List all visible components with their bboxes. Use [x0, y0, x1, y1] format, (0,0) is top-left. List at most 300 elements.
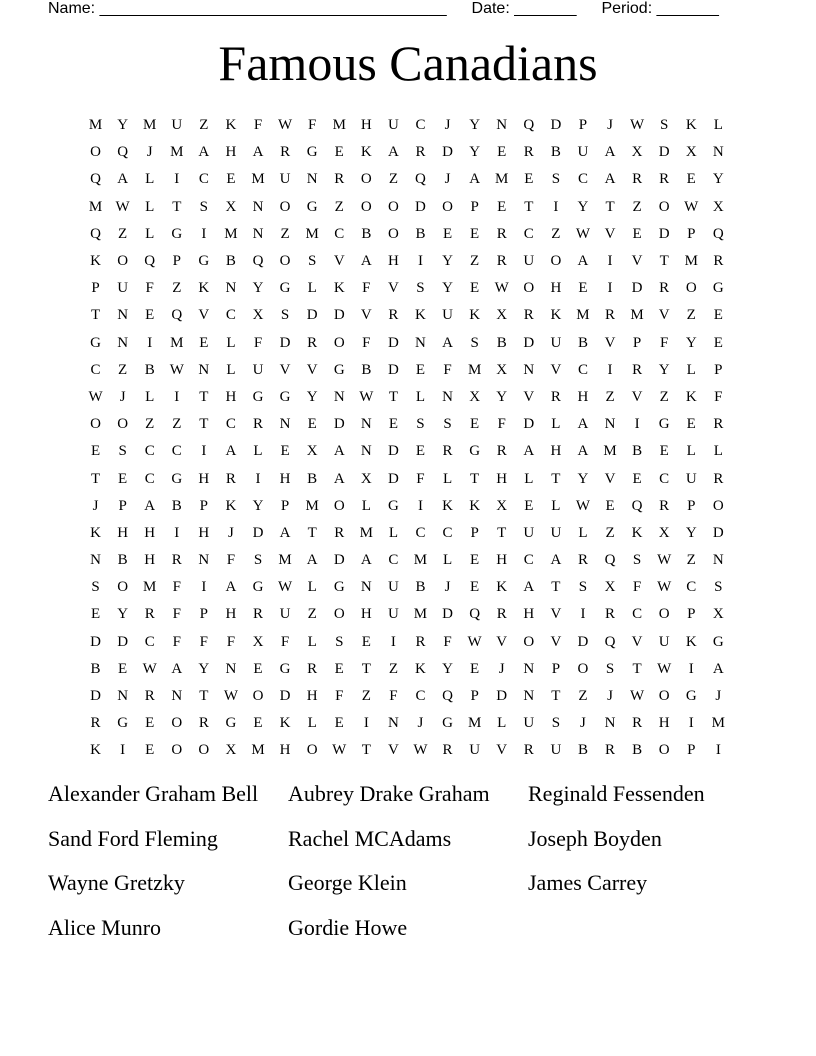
grid-letter: W [223, 688, 239, 705]
page-title: Famous Canadians [218, 35, 598, 91]
grid-letter: U [279, 606, 291, 623]
grid-letter: Q [469, 606, 481, 623]
grid-letter: C [90, 361, 101, 378]
grid-letter: R [605, 307, 616, 324]
grid-letter: Q [604, 633, 616, 650]
grid-letter: A [279, 524, 291, 541]
grid-letter: L [253, 443, 263, 460]
grid-letter: H [360, 606, 372, 623]
grid-letter: Z [172, 280, 182, 297]
grid-row [82, 275, 732, 302]
grid-letter: K [90, 253, 101, 270]
grid-letter: Y [577, 198, 589, 215]
grid-letter: R [659, 280, 670, 297]
grid-letter: O [523, 280, 535, 297]
grid-letter: B [550, 144, 561, 161]
grid-letter: E [686, 416, 696, 433]
grid-letter: O [658, 742, 670, 759]
grid-letter: N [333, 388, 345, 405]
grid-letter: X [658, 524, 670, 541]
grid-letter: S [253, 552, 263, 569]
grid-letter: G [171, 470, 183, 487]
grid-letter: X [469, 388, 481, 405]
grid-letter: D [415, 198, 426, 215]
grid-letter: R [334, 524, 345, 541]
grid-letter: J [92, 497, 99, 514]
grid-letter: A [523, 443, 535, 460]
grid-letter: X [252, 633, 264, 650]
grid-letter: O [279, 253, 291, 270]
grid-letter: R [334, 171, 345, 188]
grid-letter: E [226, 171, 236, 188]
grid-letter: A [387, 144, 399, 161]
grid-letter: N [712, 552, 724, 569]
grid-letter: R [713, 470, 724, 487]
grid-letter: L [388, 524, 398, 541]
grid-letter: P [470, 524, 479, 541]
grid-letter: G [333, 579, 345, 596]
grid-letter: R [659, 171, 670, 188]
grid-letter: A [360, 253, 372, 270]
grid-letter: R [632, 715, 643, 732]
grid-letter: Q [90, 225, 101, 242]
grid-letter: N [523, 688, 535, 705]
grid-row [82, 194, 732, 221]
grid-letter: G [279, 388, 291, 405]
grid-letter: E [632, 225, 642, 242]
grid-letter: N [360, 443, 372, 460]
grid-letter: Y [469, 117, 481, 134]
grid-letter: G [712, 280, 724, 297]
grid-letter: M [495, 171, 509, 188]
grid-letter: Y [198, 660, 210, 677]
grid-letter: N [198, 361, 210, 378]
grid-letter: E [713, 307, 723, 324]
grid-letter: C [144, 633, 155, 650]
grid-letter: O [279, 198, 291, 215]
grid-row [82, 629, 732, 656]
grid-row [82, 411, 732, 438]
grid-letter: D [387, 334, 399, 351]
grid-letter: N [387, 715, 399, 732]
grid-letter: O [577, 660, 589, 677]
grid-letter: N [415, 334, 426, 351]
grid-letter: I [120, 742, 126, 759]
grid-letter: E [470, 225, 480, 242]
grid-letter: U [550, 334, 562, 351]
grid-letter: W [413, 742, 428, 759]
grid-letter: B [577, 334, 588, 351]
grid-letter: I [201, 579, 207, 596]
grid-letter: M [576, 307, 590, 324]
grid-letter: I [417, 253, 423, 270]
grid-letter: J [444, 117, 451, 134]
grid-letter: G [712, 633, 724, 650]
grid-letter: R [577, 552, 588, 569]
grid-letter: A [577, 443, 589, 460]
grid-letter: F [307, 117, 317, 134]
grid-letter: T [199, 388, 209, 405]
grid-letter: O [360, 171, 372, 188]
grid-letter: I [201, 443, 207, 460]
grid-letter: H [279, 470, 291, 487]
grid-letter: C [415, 688, 426, 705]
grid-letter: R [605, 742, 616, 759]
grid-letter: U [117, 280, 129, 297]
grid-letter: W [657, 660, 672, 677]
grid-letter: R [550, 388, 561, 405]
grid-letter: N [442, 388, 453, 405]
grid-letter: N [604, 715, 616, 732]
grid-letter: O [658, 198, 670, 215]
grid-letter: C [415, 117, 426, 134]
grid-letter: I [580, 606, 586, 623]
grid-letter: E [686, 171, 696, 188]
grid-letter: V [496, 742, 508, 759]
grid-letter: V [360, 307, 372, 324]
grid-letter: T [199, 416, 209, 433]
grid-letter: E [605, 497, 615, 514]
grid-letter: Z [605, 524, 615, 541]
grid-letter: H [279, 742, 291, 759]
grid-letter: H [360, 117, 372, 134]
grid-letter: O [171, 742, 183, 759]
grid-letter: Z [686, 307, 696, 324]
grid-letter: U [387, 117, 399, 134]
student-info-header [48, 0, 738, 18]
grid-letter: E [145, 715, 155, 732]
grid-letter: Z [118, 225, 128, 242]
grid-letter: D [523, 334, 535, 351]
grid-letter: W [630, 688, 645, 705]
grid-letter: C [144, 470, 155, 487]
grid-letter: G [685, 688, 697, 705]
grid-letter: Q [415, 171, 426, 188]
grid-letter: G [252, 388, 264, 405]
grid-letter: X [631, 144, 643, 161]
grid-letter: Z [199, 117, 209, 134]
grid-letter: J [444, 171, 451, 188]
grid-row [82, 112, 732, 139]
grid-letter: K [415, 660, 426, 677]
grid-letter: T [551, 579, 561, 596]
grid-letter: E [659, 443, 669, 460]
grid-letter: E [145, 307, 155, 324]
grid-letter: I [363, 715, 369, 732]
grid-letter: K [631, 524, 643, 541]
grid-row [82, 330, 732, 357]
grid-letter: Z [605, 388, 615, 405]
grid-letter: C [225, 307, 236, 324]
grid-letter: G [252, 579, 264, 596]
grid-letter: J [119, 388, 126, 405]
grid-letter: R [307, 660, 318, 677]
grid-letter: E [713, 334, 723, 351]
grid-letter: I [417, 497, 423, 514]
grid-letter: X [604, 579, 616, 596]
grid-letter: C [334, 225, 345, 242]
grid-letter: Y [117, 117, 129, 134]
grid-letter: W [278, 117, 293, 134]
grid-row [82, 357, 732, 384]
grid-letter: W [684, 198, 699, 215]
grid-letter: T [199, 688, 209, 705]
grid-letter: E [307, 416, 317, 433]
grid-letter: R [253, 416, 264, 433]
grid-letter: Y [577, 470, 589, 487]
grid-letter: E [334, 715, 344, 732]
grid-letter: A [333, 470, 345, 487]
grid-letter: E [334, 144, 344, 161]
grid-letter: O [306, 742, 318, 759]
grid-letter: S [551, 715, 561, 732]
grid-letter: K [225, 497, 237, 514]
word-list [48, 778, 768, 957]
word-list-item: Aubrey Drake Graham [288, 781, 490, 806]
grid-letter: D [442, 144, 453, 161]
grid-letter: C [659, 470, 670, 487]
grid-letter: A [712, 660, 724, 677]
grid-letter: D [496, 688, 508, 705]
grid-letter: V [604, 470, 616, 487]
grid-letter: A [252, 144, 264, 161]
grid-letter: W [657, 552, 672, 569]
grid-letter: U [387, 606, 399, 623]
grid-letter: R [523, 144, 534, 161]
grid-letter: C [442, 524, 453, 541]
date-blank: _______ [514, 0, 577, 17]
grid-letter: F [226, 633, 236, 650]
grid-letter: L [524, 470, 534, 487]
grid-letter: F [280, 633, 290, 650]
grid-letter: M [332, 117, 346, 134]
grid-row [82, 384, 732, 411]
grid-letter: F [660, 334, 669, 351]
word-list-item: Alexander Graham Bell [48, 781, 259, 806]
grid-letter: T [172, 198, 182, 215]
grid-letter: L [226, 334, 236, 351]
grid-letter: C [388, 552, 399, 569]
grid-letter: Y [469, 144, 481, 161]
grid-letter: Z [388, 171, 398, 188]
grid-letter: T [307, 524, 317, 541]
grid-letter: X [496, 307, 508, 324]
grid-letter: L [713, 443, 723, 460]
grid-letter: E [470, 579, 480, 596]
grid-letter: V [604, 225, 616, 242]
grid-letter: O [387, 198, 399, 215]
grid-letter: L [307, 633, 317, 650]
grid-letter: M [413, 552, 428, 569]
grid-letter: V [631, 253, 643, 270]
grid-letter: E [497, 144, 507, 161]
grid-letter: M [278, 552, 292, 569]
word-list-item: Sand Ford Fleming [48, 825, 218, 851]
grid-letter: L [442, 470, 453, 487]
grid-letter: N [225, 280, 237, 297]
grid-letter: T [361, 742, 371, 759]
grid-letter: Y [252, 497, 264, 514]
grid-letter: M [630, 307, 644, 324]
grid-letter: N [252, 198, 264, 215]
grid-letter: R [442, 742, 453, 759]
grid-letter: M [359, 524, 373, 541]
grid-letter: Y [712, 171, 724, 188]
grid-letter: I [390, 633, 396, 650]
grid-letter: R [144, 606, 155, 623]
grid-letter: P [199, 497, 209, 514]
grid-letter: Y [685, 334, 697, 351]
grid-letter: E [442, 225, 453, 242]
grid-letter: P [118, 497, 127, 514]
grid-letter: N [198, 552, 210, 569]
grid-letter: Z [578, 688, 588, 705]
grid-letter: R [415, 144, 426, 161]
grid-letter: L [686, 361, 696, 378]
grid-letter: C [144, 443, 155, 460]
grid-letter: L [361, 497, 371, 514]
grid-letter: A [306, 552, 318, 569]
grid-letter: D [442, 606, 453, 623]
grid-letter: U [523, 715, 535, 732]
grid-letter: Y [685, 524, 697, 541]
grid-letter: I [174, 524, 180, 541]
grid-letter: V [306, 361, 318, 378]
grid-letter: I [607, 361, 613, 378]
period-blank: _______ [656, 0, 719, 17]
grid-letter: R [632, 171, 643, 188]
grid-letter: H [550, 280, 562, 297]
grid-letter: F [443, 361, 452, 378]
grid-letter: Q [442, 688, 453, 705]
grid-letter: O [685, 280, 697, 297]
grid-letter: I [553, 198, 559, 215]
grid-letter: I [147, 334, 153, 351]
grid-letter: L [307, 280, 317, 297]
grid-letter: M [170, 144, 184, 161]
grid-letter: L [551, 497, 561, 514]
grid-letter: U [469, 742, 481, 759]
grid-letter: M [143, 117, 157, 134]
grid-letter: R [523, 742, 534, 759]
grid-letter: U [171, 117, 183, 134]
word-list-item: George Klein [288, 870, 407, 896]
grid-row [82, 547, 732, 574]
grid-letter: G [306, 198, 318, 215]
grid-letter: N [712, 144, 724, 161]
grid-letter: M [251, 742, 265, 759]
grid-letter: U [387, 579, 399, 596]
grid-letter: G [469, 443, 481, 460]
grid-letter: A [333, 443, 345, 460]
grid-letter: A [469, 171, 481, 188]
grid-letter: T [90, 307, 101, 324]
grid-letter: J [498, 660, 505, 677]
grid-letter: F [335, 688, 344, 705]
grid-letter: L [226, 361, 236, 378]
grid-letter: F [253, 117, 263, 134]
grid-letter: W [657, 579, 672, 596]
grid-letter: D [387, 443, 399, 460]
grid-letter: K [685, 388, 697, 405]
grid-letter: W [115, 198, 130, 215]
grid-letter: W [278, 579, 293, 596]
grid-letter: T [497, 524, 507, 541]
grid-letter: Q [171, 307, 183, 324]
grid-letter: G [279, 280, 291, 297]
grid-letter: G [658, 416, 670, 433]
grid-letter: S [551, 171, 561, 188]
grid-letter: W [88, 388, 103, 405]
grid-letter: U [523, 524, 535, 541]
grid-letter: J [444, 579, 451, 596]
grid-letter: J [146, 144, 153, 161]
grid-letter: J [417, 715, 424, 732]
grid-letter: O [117, 253, 129, 270]
grid-row [82, 574, 732, 601]
grid-letter: R [659, 497, 670, 514]
grid-letter: V [658, 307, 670, 324]
grid-letter: W [142, 660, 157, 677]
grid-letter: Q [523, 117, 535, 134]
grid-letter: E [388, 416, 398, 433]
grid-letter: D [90, 688, 101, 705]
grid-letter: F [199, 633, 209, 650]
grid-letter: Z [361, 688, 371, 705]
grid-letter: R [198, 715, 209, 732]
grid-letter: R [442, 443, 453, 460]
grid-letter: W [169, 361, 184, 378]
grid-letter: U [658, 633, 670, 650]
grid-letter: L [442, 552, 453, 569]
grid-letter: M [88, 117, 103, 134]
grid-row [82, 520, 732, 547]
grid-letter: Q [631, 497, 643, 514]
grid-letter: K [198, 280, 210, 297]
grid-letter: B [361, 361, 372, 378]
grid-letter: Z [632, 198, 642, 215]
grid-letter: C [198, 171, 209, 188]
grid-letter: A [117, 171, 129, 188]
word-list-item: Alice Munro [48, 915, 162, 941]
grid-letter: U [685, 470, 697, 487]
grid-letter: W [467, 633, 482, 650]
grid-letter: E [145, 742, 155, 759]
grid-letter: R [144, 688, 155, 705]
grid-letter: D [387, 361, 399, 378]
grid-letter: E [415, 361, 426, 378]
grid-letter: N [604, 416, 616, 433]
grid-letter: A [442, 334, 453, 351]
grid-letter: P [470, 688, 479, 705]
grid-letter: K [442, 497, 453, 514]
grid-letter: E [118, 660, 128, 677]
grid-letter: E [90, 443, 101, 460]
grid-letter: J [607, 688, 613, 705]
grid-letter: X [225, 198, 237, 215]
grid-letter: L [415, 388, 426, 405]
grid-letter: R [496, 225, 507, 242]
grid-letter: S [416, 280, 425, 297]
grid-letter: G [117, 715, 129, 732]
grid-letter: K [279, 715, 291, 732]
grid-letter: D [658, 225, 670, 242]
word-list-item: Gordie Howe [288, 915, 408, 941]
grid-letter: S [660, 117, 669, 134]
grid-letter: K [496, 579, 508, 596]
grid-letter: Z [334, 198, 344, 215]
grid-letter: L [145, 225, 155, 242]
